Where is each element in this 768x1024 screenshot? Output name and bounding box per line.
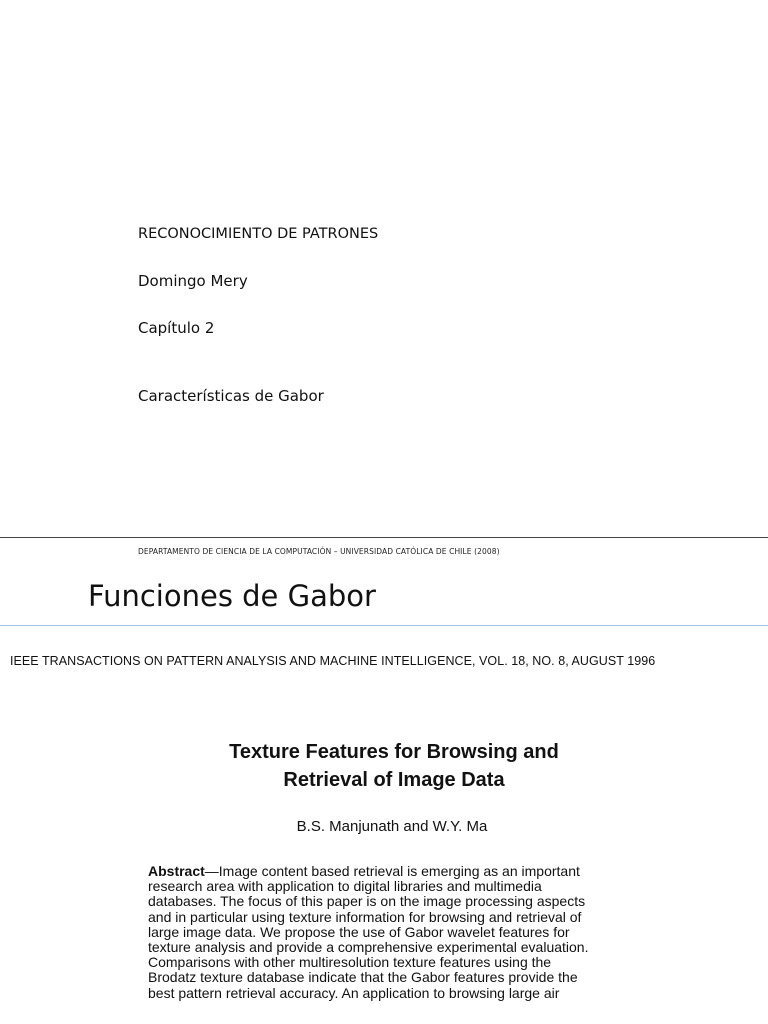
slide-title: Funciones de Gabor xyxy=(88,579,376,613)
abstract-line: research area with application to digital libraries and multimedia xyxy=(148,878,542,895)
paper-title-line: Retrieval of Image Data xyxy=(283,769,505,791)
abstract-first-line-text: —Image content based retrieval is emerging as an important xyxy=(204,863,580,879)
abstract-line: texture analysis and provide a comprehensive experimental evaluation. xyxy=(148,939,589,956)
abstract-line xyxy=(148,864,648,879)
author-name: Domingo Mery xyxy=(138,272,248,290)
chapter-label: Capítulo 2 xyxy=(138,319,215,337)
title-underline xyxy=(0,625,768,626)
topic-label: Características de Gabor xyxy=(138,387,324,405)
department-header: DEPARTAMENTO DE CIENCIA DE LA COMPUTACIÓN – UNIVERSIDAD CATÓLICA DE CHILE (2008) xyxy=(138,547,500,556)
abstract-line: Comparisons with other multiresolution texture features using the xyxy=(148,954,552,971)
paper-title-line: Texture Features for Browsing and xyxy=(229,741,559,763)
abstract-line: Brodatz texture database indicate that the Gabor features provide the xyxy=(148,969,578,986)
abstract-heading: Abstract xyxy=(148,863,205,879)
abstract-line: large image data. We propose the use of Gabor wavelet features for xyxy=(148,923,570,940)
content-slide xyxy=(0,538,768,1024)
paper-title xyxy=(0,738,768,794)
abstract-line: best pattern retrieval accuracy. An application to browsing large air xyxy=(148,984,560,1001)
course-name: RECONOCIMIENTO DE PATRONES xyxy=(138,226,379,242)
abstract-line: and in particular using texture information for browsing and retrieval of xyxy=(148,908,582,925)
journal-header: IEEE TRANSACTIONS ON PATTERN ANALYSIS AND MACHINE INTELLIGENCE, VOL. 18, NO. 8, AUGUST 1996 xyxy=(10,654,656,668)
paper-authors: B.S. Manjunath and W.Y. Ma xyxy=(296,818,488,835)
abstract-line: databases. The focus of this paper is on the image processing aspects xyxy=(148,893,586,910)
paper-abstract xyxy=(148,864,648,1001)
